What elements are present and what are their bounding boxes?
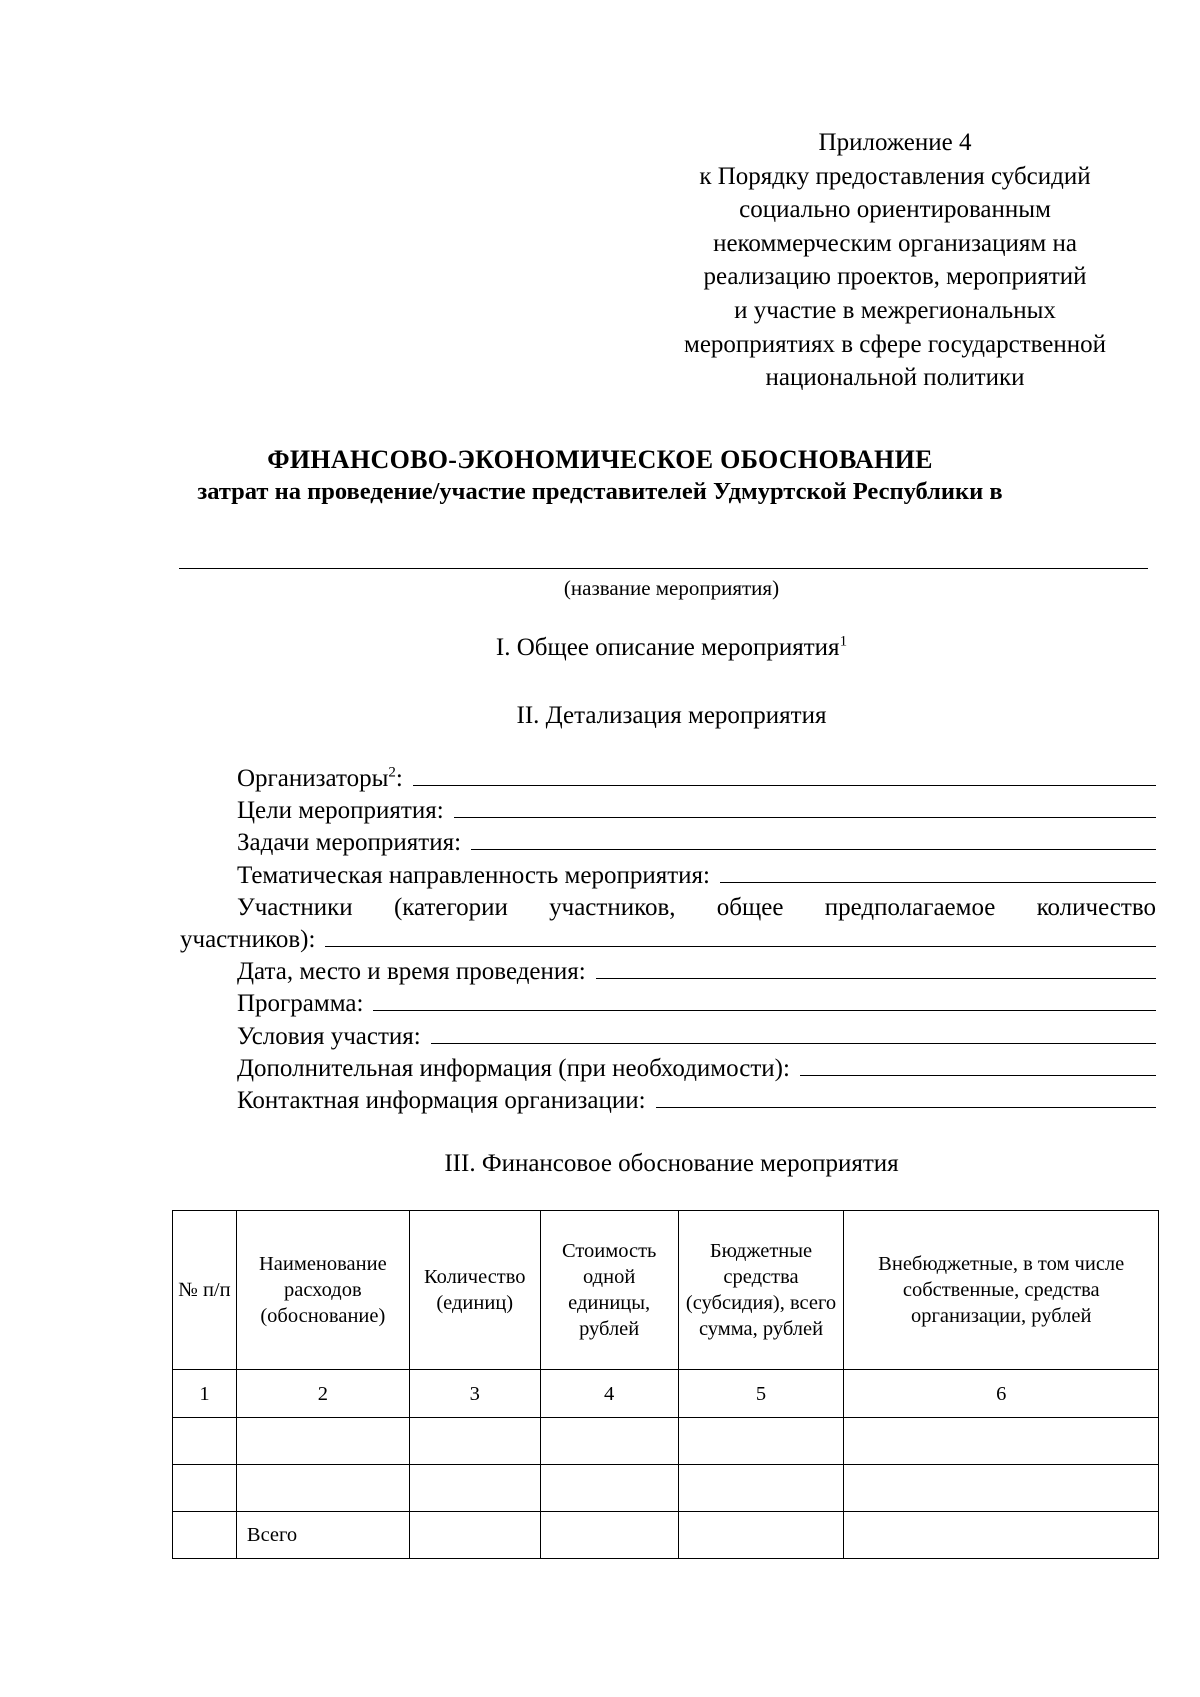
table-cell[interactable] (173, 1465, 237, 1512)
appendix-line: некоммерческим организациям на (713, 229, 1077, 257)
table-row (173, 1418, 1159, 1465)
additional-row (180, 1053, 1156, 1085)
table-cell[interactable] (540, 1465, 678, 1512)
table-cell[interactable] (844, 1418, 1159, 1465)
tasks-label: Задачи мероприятия: (237, 829, 462, 857)
additional-label: Дополнительная информация (при необходимости): (237, 1054, 790, 1082)
table-header-row (173, 1211, 1159, 1370)
column-number: 3 (409, 1370, 540, 1418)
contact-row (180, 1085, 1156, 1117)
conditions-label: Условия участия: (237, 1022, 421, 1050)
participants-field[interactable] (325, 924, 1156, 947)
contact-label: Контактная информация организации: (237, 1087, 646, 1115)
date-place-field[interactable] (596, 956, 1156, 979)
event-name-field[interactable] (179, 568, 1148, 569)
theme-row (180, 860, 1156, 892)
conditions-row (180, 1021, 1156, 1053)
appendix-line: мероприятиях в сфере государственной (684, 330, 1106, 358)
additional-field[interactable] (800, 1053, 1156, 1076)
table-cell[interactable] (409, 1512, 540, 1559)
column-number: 6 (844, 1370, 1159, 1418)
footnote-mark: 1 (839, 633, 848, 650)
appendix-line: социально ориентированным (739, 196, 1051, 224)
table-cell[interactable] (678, 1512, 844, 1559)
table-cell[interactable] (678, 1465, 844, 1512)
section-3-heading: III. Финансовое обоснование мероприятия (444, 1150, 899, 1177)
column-number: 2 (236, 1370, 409, 1418)
program-row (180, 988, 1156, 1020)
event-details (180, 763, 1156, 1117)
table-cell[interactable] (844, 1512, 1159, 1559)
column-header: Количество (единиц) (409, 1211, 540, 1370)
column-header: Стоимость одной единицы, рублей (540, 1211, 678, 1370)
document-title: ФИНАНСОВО-ЭКОНОМИЧЕСКОЕ ОБОСНОВАНИЕ (267, 445, 933, 474)
table-cell[interactable] (409, 1465, 540, 1512)
financial-table (172, 1210, 1159, 1559)
contact-field[interactable] (656, 1085, 1156, 1108)
program-label: Программа: (237, 990, 364, 1018)
organizers-row (180, 763, 1156, 795)
section-2-heading: II. Детализация мероприятия (516, 702, 827, 729)
column-number-row (173, 1370, 1159, 1418)
column-number: 4 (540, 1370, 678, 1418)
event-name-caption: (название мероприятия) (563, 576, 780, 600)
table-cell[interactable] (236, 1418, 409, 1465)
table-cell[interactable] (678, 1418, 844, 1465)
tasks-row (180, 827, 1156, 859)
footnote-mark: 2 (388, 764, 396, 781)
participants-label-line: Участники (категории участников, общее предполагаемое количество (237, 893, 1156, 921)
table-row (173, 1465, 1159, 1512)
date-place-row (180, 956, 1156, 988)
goals-field[interactable] (454, 795, 1156, 818)
organizers-field[interactable] (413, 763, 1156, 786)
appendix-line: и участие в межрегиональных (734, 296, 1056, 324)
column-header: № п/п (173, 1211, 237, 1370)
column-number: 5 (678, 1370, 844, 1418)
column-number: 1 (173, 1370, 237, 1418)
document-subtitle: затрат на проведение/участие представителей Удмуртской Республики в (197, 478, 1003, 505)
theme-label: Тематическая направленность мероприятия: (237, 861, 710, 889)
appendix-header (600, 126, 1190, 395)
goals-row (180, 795, 1156, 827)
date-place-label: Дата, место и время проведения: (237, 958, 586, 986)
column-header: Наименование расходов (обоснование) (236, 1211, 409, 1370)
column-header: Внебюджетные, в том числе собственные, средства организации, рублей (844, 1211, 1159, 1370)
organizers-label: Организаторы$^2$: (237, 764, 403, 792)
theme-field[interactable] (720, 860, 1156, 883)
section-1-heading: I. Общее описание мероприятия$^1$ (495, 633, 848, 661)
appendix-line: национальной политики (765, 364, 1025, 392)
appendix-line: реализацию проектов, мероприятий (703, 263, 1087, 291)
column-header: Бюджетные средства (субсидия), всего сумма, рублей (678, 1211, 844, 1370)
participants-row (180, 924, 1156, 956)
appendix-line: Приложение 4 (818, 129, 972, 156)
table-cell[interactable] (173, 1512, 237, 1559)
table-cell[interactable] (173, 1418, 237, 1465)
goals-label: Цели мероприятия: (237, 797, 444, 825)
total-row (173, 1512, 1159, 1559)
table-cell[interactable] (540, 1512, 678, 1559)
table-cell[interactable] (409, 1418, 540, 1465)
participants-label: участников): (180, 926, 316, 954)
table-cell[interactable] (844, 1465, 1159, 1512)
tasks-field[interactable] (471, 827, 1156, 850)
conditions-field[interactable] (431, 1021, 1156, 1044)
table-cell[interactable] (236, 1465, 409, 1512)
program-field[interactable] (373, 988, 1156, 1011)
appendix-line: к Порядку предоставления субсидий (699, 162, 1091, 190)
total-label: Всего (236, 1512, 409, 1559)
table-cell[interactable] (540, 1418, 678, 1465)
